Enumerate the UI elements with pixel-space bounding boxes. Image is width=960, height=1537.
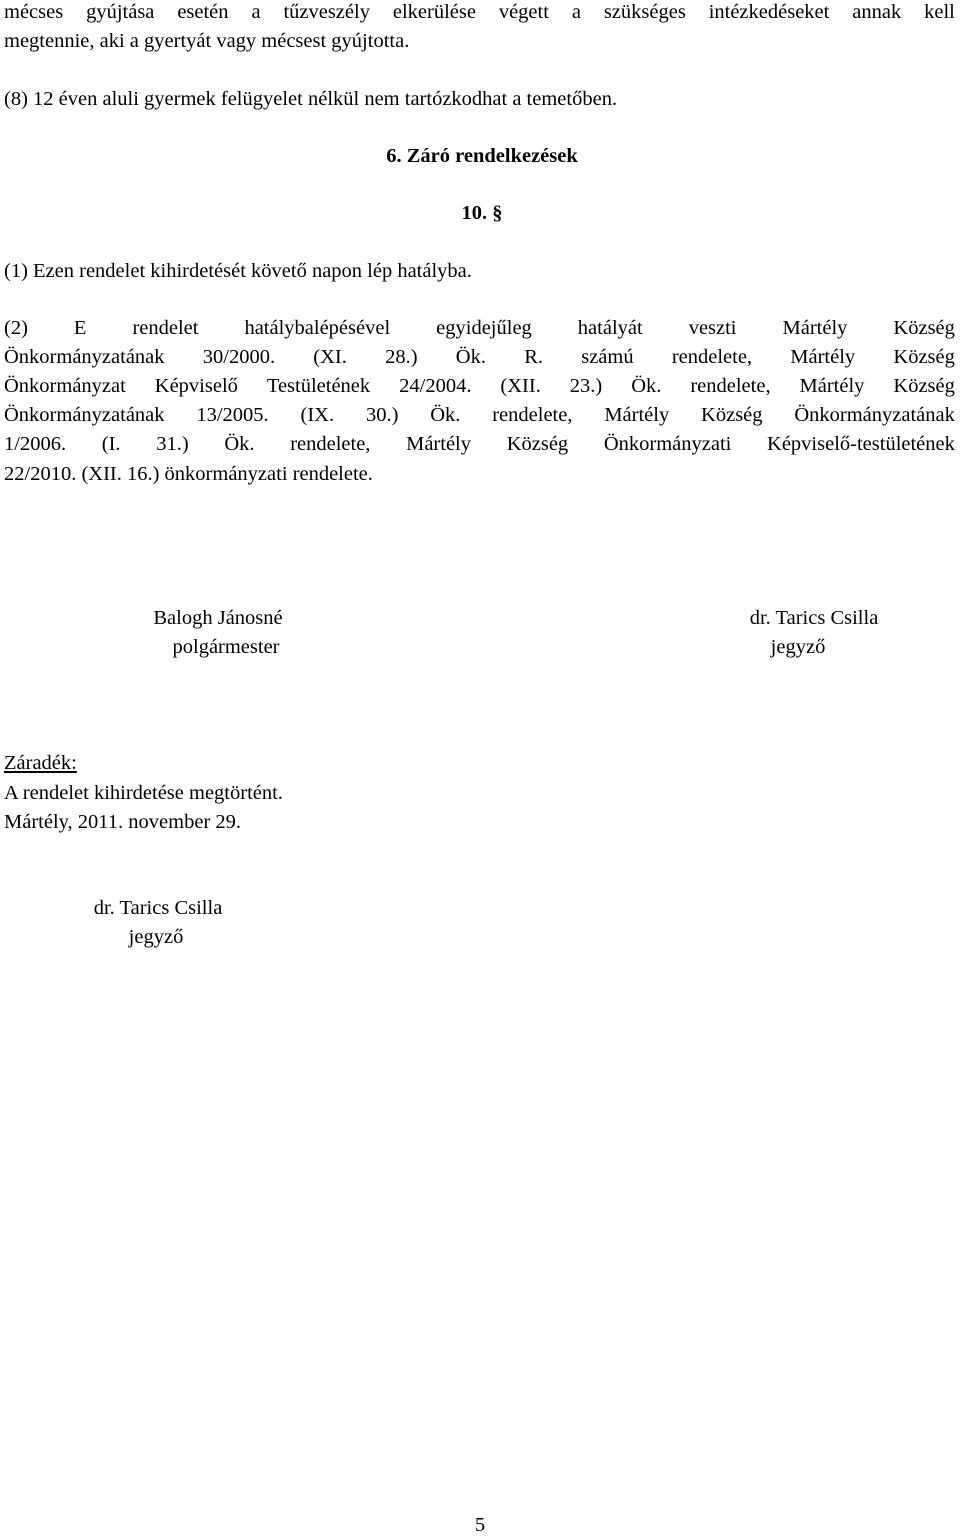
word: Község <box>701 404 763 426</box>
word: mécses <box>4 1 64 23</box>
chapter-title: 6. Záró rendelkezések <box>386 145 578 167</box>
word: rendelet <box>132 317 199 339</box>
clause-signature-name: dr. Tarics Csilla <box>93 897 223 919</box>
section-10-paragraph-1: (1) Ezen rendelet kihirdetését követő napon lép hatályba. <box>4 260 472 282</box>
word: Község <box>893 375 955 397</box>
word: E <box>73 317 87 339</box>
paragraph-2-line <box>4 434 955 455</box>
word: rendelete, <box>492 404 573 426</box>
word: annak <box>852 1 902 23</box>
clause-signature-title: jegyző <box>128 926 184 948</box>
signature-right-name: dr. Tarics Csilla <box>749 607 879 629</box>
word: Ök. <box>430 404 461 426</box>
word: Község <box>893 317 955 339</box>
section-heading: 10. § <box>461 202 503 224</box>
word: 13/2005. <box>196 404 269 426</box>
word: intézkedéseket <box>708 1 830 23</box>
word: (XI. <box>313 346 347 368</box>
word: rendelete, <box>690 375 771 397</box>
word: kell <box>924 1 955 23</box>
word: számú <box>581 346 634 368</box>
word: Mártély <box>790 346 856 368</box>
signature-right-title: jegyző <box>770 636 826 658</box>
word: rendelete, <box>671 346 753 368</box>
page-number: 5 <box>474 1514 486 1536</box>
word: hatályát <box>577 317 643 339</box>
signature-left-name: Balogh Jánosné <box>153 607 283 629</box>
word: hatálybalépésével <box>244 317 391 339</box>
word: 30.) <box>365 404 399 426</box>
word: egyidejűleg <box>436 317 532 339</box>
clause-label: Záradék: <box>4 752 77 774</box>
word: szükséges <box>603 1 686 23</box>
word: Önkormányzat <box>4 375 126 397</box>
word: (I. <box>101 433 121 455</box>
word: Önkormányzati <box>603 433 732 455</box>
word: a <box>251 1 261 23</box>
clause-line-1: A rendelet kihirdetése megtörtént. <box>4 782 283 804</box>
signature-left-title: polgármester <box>172 636 280 658</box>
word: (XII. <box>500 375 541 397</box>
word: 28.) <box>385 346 418 368</box>
clause-line-2: Mártély, 2011. november 29. <box>4 811 242 833</box>
word: 1/2006. <box>4 433 67 455</box>
paragraph-2-line <box>4 405 955 426</box>
word: Önkormányzatának <box>794 404 955 426</box>
word: Képviselő <box>154 375 238 397</box>
word: rendelete, <box>290 433 371 455</box>
word: veszti <box>688 317 737 339</box>
paragraph-2-line <box>4 318 955 339</box>
word: Képviselő-testületének <box>767 433 955 455</box>
word: 31.) <box>156 433 189 455</box>
section-10-paragraph-2-last-line: 22/2010. (XII. 16.) önkormányzati rendelete. <box>4 463 373 485</box>
paragraph-8: (8) 12 éven aluli gyermek felügyelet nélkül nem tartózkodhat a temetőben. <box>4 88 618 110</box>
word: (IX. <box>300 404 335 426</box>
word: végett <box>498 1 549 23</box>
word: Ök. <box>631 375 662 397</box>
word: (2) <box>4 317 28 339</box>
paragraph-7-continuation-line1 <box>4 2 955 23</box>
word: Mártély <box>604 404 670 426</box>
word: Mártély <box>782 317 848 339</box>
word: R. <box>524 346 543 368</box>
word: elkerülése <box>392 1 476 23</box>
word: tűzveszély <box>283 1 370 23</box>
paragraph-2-line <box>4 347 955 368</box>
word: Mártély <box>406 433 472 455</box>
word: Testületének <box>266 375 371 397</box>
word: Község <box>893 346 955 368</box>
word: 30/2000. <box>202 346 276 368</box>
word: Önkormányzatának <box>4 346 165 368</box>
word: esetén <box>177 1 229 23</box>
word: Ök. <box>224 433 255 455</box>
word: a <box>571 1 581 23</box>
paragraph-7-continuation-line2: megtennie, aki a gyertyát vagy mécsest gyújtotta. <box>4 30 410 52</box>
word: Község <box>506 433 569 455</box>
word: Ök. <box>455 346 486 368</box>
word: 24/2004. <box>399 375 472 397</box>
word: gyújtása <box>86 1 155 23</box>
paragraph-2-line <box>4 376 955 397</box>
word: Mártély <box>799 375 865 397</box>
word: Önkormányzatának <box>4 404 165 426</box>
word: 23.) <box>569 375 603 397</box>
